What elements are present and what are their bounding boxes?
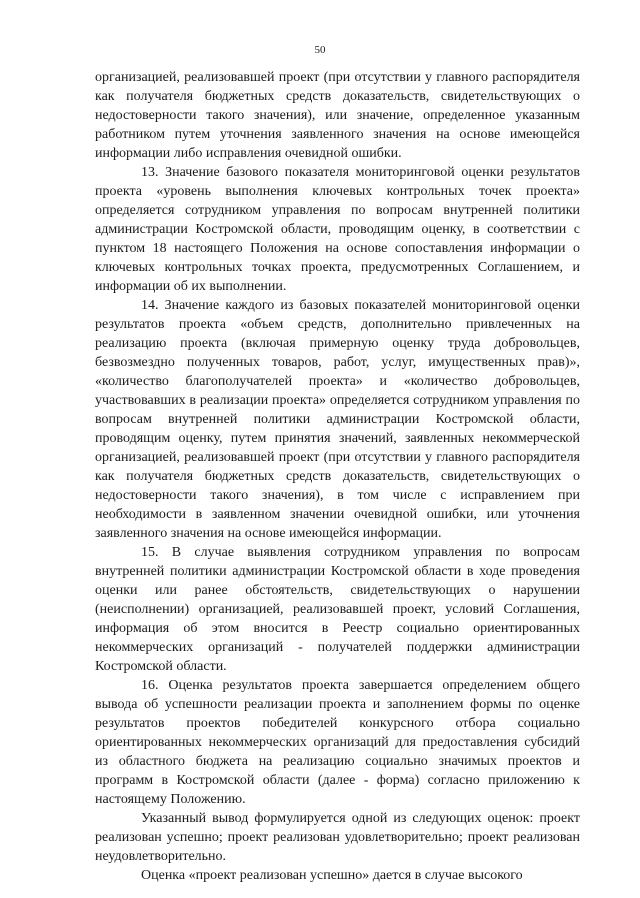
page-number: 50 <box>314 44 326 56</box>
paragraph-13: 13. Значение базового показателя мониторинговой оценки результатов проекта «уровень выполнения ключевых контрольных точек проекта» определяется сотрудником управления по вопросам внутренней политики администрации Костромской области, проводящим оценку, в соответствии с пунктом 18 настоящего Положения на основе сопоставления информации о ключевых контрольных точках проекта, предусмотренных Соглашением, и информации об их выполнении. <box>95 165 580 294</box>
paragraph-conclusion-options: Указанный вывод формулируется одной из следующих оценок: проект реализован успешно; проект реализован удовлетворительно; проект реализован неудовлетворительно. <box>95 811 580 864</box>
paragraph-16: 16. Оценка результатов проекта завершается определением общего вывода об успешности реализации проекта и заполнением формы по оценке результатов проектов победителей конкурсного отбора социально ориентированных некоммерческих организаций для предоставления субсидий из областного бюджета на реализацию социально значимых проектов и программ в Костромской области (далее - форма) согласно приложению к настоящему Положению. <box>95 678 580 807</box>
paragraph-14: 14. Значение каждого из базовых показателей мониторинговой оценки результатов проекта «объем средств, дополнительно привлеченных на реализацию проекта (включая примерную оценку труда добровольцев, безвозмездно полученных товаров, работ, услуг, имущественных прав)», «количество благополучателей проекта» и «количество добровольцев, участвовавших в реализации проекта» определяется сотрудником управления по вопросам внутренней политики администрации Костромской области, проводящим оценку, путем принятия значений, заявленных некоммерческой организацией, реализовавшей проект (при отсутствии у главного распорядителя как получателя бюджетных средств доказательств, свидетельствующих о недостоверности такого значения), в том числе с исправлением при необходимости в заявленном значении очевидной ошибки, или уточнения заявленного значения на основе имеющейся информации. <box>95 298 580 541</box>
paragraph-15: 15. В случае выявления сотрудником управления по вопросам внутренней политики администрации Костромской области в ходе проведения оценки или ранее обстоятельств, свидетельствующих о нарушении (неисполнении) организацией, реализовавшей проект, условий Соглашения, информация об этом вносится в Реестр социально ориентированных некоммерческих организаций - получателей поддержки администрации Костромской области. <box>95 545 580 674</box>
paragraph-success-rating: Оценка «проект реализован успешно» дается в случае высокого <box>141 868 523 883</box>
paragraph-continuation: организацией, реализовавшей проект (при отсутствии у главного распорядителя как получателя бюджетных средств доказательств, свидетельствующих о недостоверности такого значения), или значение, определенное указанным работником путем уточнения заявленного значения на основе имеющейся информации либо исправления очевидной ошибки. <box>95 70 580 161</box>
document-body <box>95 68 580 885</box>
